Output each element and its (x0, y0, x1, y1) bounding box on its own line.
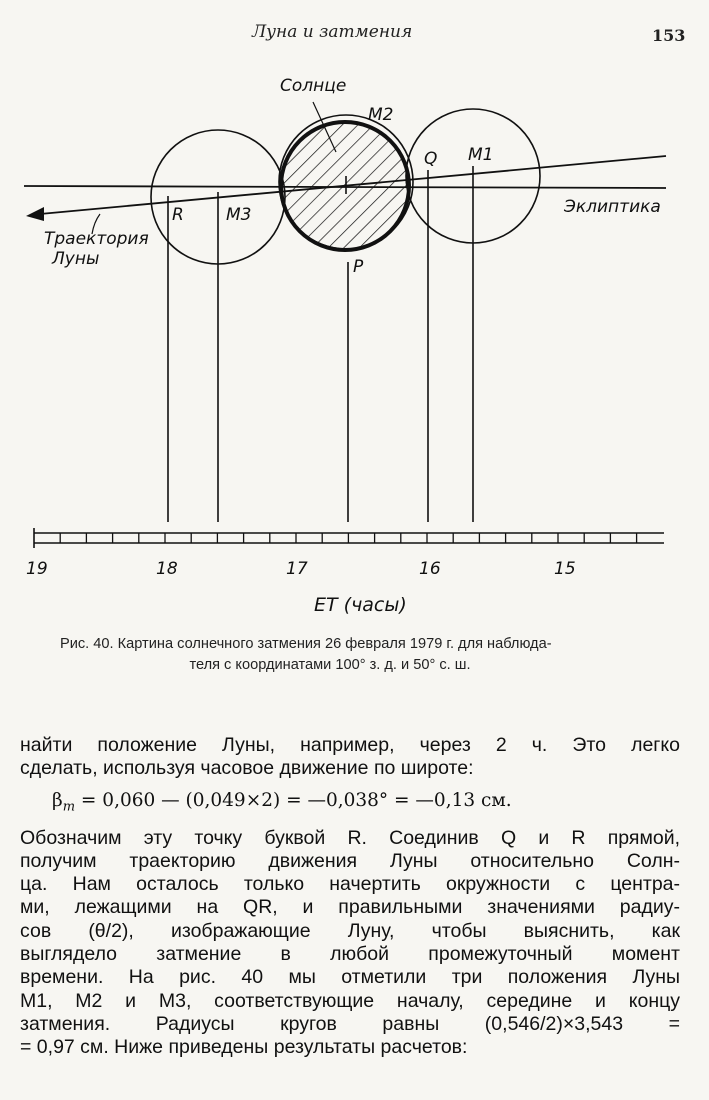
body-line: получим траекторию движения Луны относительно Солн- (20, 849, 680, 872)
caption-line-2: теля с координатами 100° з. д. и 50° с. ш. (189, 657, 471, 673)
tick-label-17: 17 (286, 559, 308, 579)
body-line: найти положение Луны, например, через 2 ч. Это легко (20, 734, 680, 756)
formula-beta (20, 789, 680, 819)
body-line: сов (θ/2), изображающие Луну, чтобы выяснить, как (20, 919, 680, 942)
label-ecliptic: Эклиптика (564, 197, 661, 217)
axis-label-et: ET (часы) (314, 594, 407, 616)
body-line: затмения. Радиусы кругов равны (0,546/2)×3,543 = (20, 1012, 680, 1035)
body-line: выглядело затмение в любой промежуточный момент (20, 943, 680, 966)
time-scale-bar (34, 528, 664, 548)
body-line: = 0,97 см. Ниже приведены результаты расчетов: (20, 1036, 468, 1059)
tick-label-19: 19 (26, 559, 48, 579)
formula-expression: = 0,060 — (0,049×2) = —0,038° = —0,13 см. (75, 789, 512, 811)
tick-label-15: 15 (554, 559, 576, 579)
tick-label-16: 16 (419, 559, 441, 579)
body-line: M1, M2 и M3, соответствующие началу, середине и концу (20, 989, 680, 1012)
label-p: P (353, 257, 364, 277)
body-line: времени. На рис. 40 мы отметили три положения Луны (20, 966, 680, 989)
body-line: сделать, используя часовое движение по широте: (20, 757, 474, 780)
page-number: 153 (652, 26, 686, 45)
running-head: Луна и затмения (252, 22, 413, 42)
body-line: ца. Нам осталось только начертить окружности с центра- (20, 873, 680, 896)
label-m3: M3 (226, 205, 252, 225)
label-trajectory-1: Траектория (44, 229, 149, 249)
formula-subscript: m (62, 799, 76, 815)
body-text (20, 734, 680, 1060)
trajectory-arrowhead (26, 207, 44, 221)
label-r: R (172, 205, 184, 225)
formula-symbol: β (52, 789, 63, 811)
caption-line-1: Рис. 40. Картина солнечного затмения 26 февраля 1979 г. для наблюда- (60, 636, 552, 652)
label-sun: Солнце (280, 76, 347, 96)
body-line: ми, лежащими на QR, и правильными значениями радиу- (20, 896, 680, 919)
figure-caption (60, 634, 690, 676)
label-q: Q (424, 149, 438, 169)
body-line: Обозначим эту точку буквой R. Соединив Q и R прямой, (20, 826, 680, 849)
label-m2: M2 (368, 105, 394, 125)
label-m1: M1 (468, 145, 494, 165)
label-trajectory-2: Луны (52, 249, 100, 269)
tick-label-18: 18 (156, 559, 178, 579)
